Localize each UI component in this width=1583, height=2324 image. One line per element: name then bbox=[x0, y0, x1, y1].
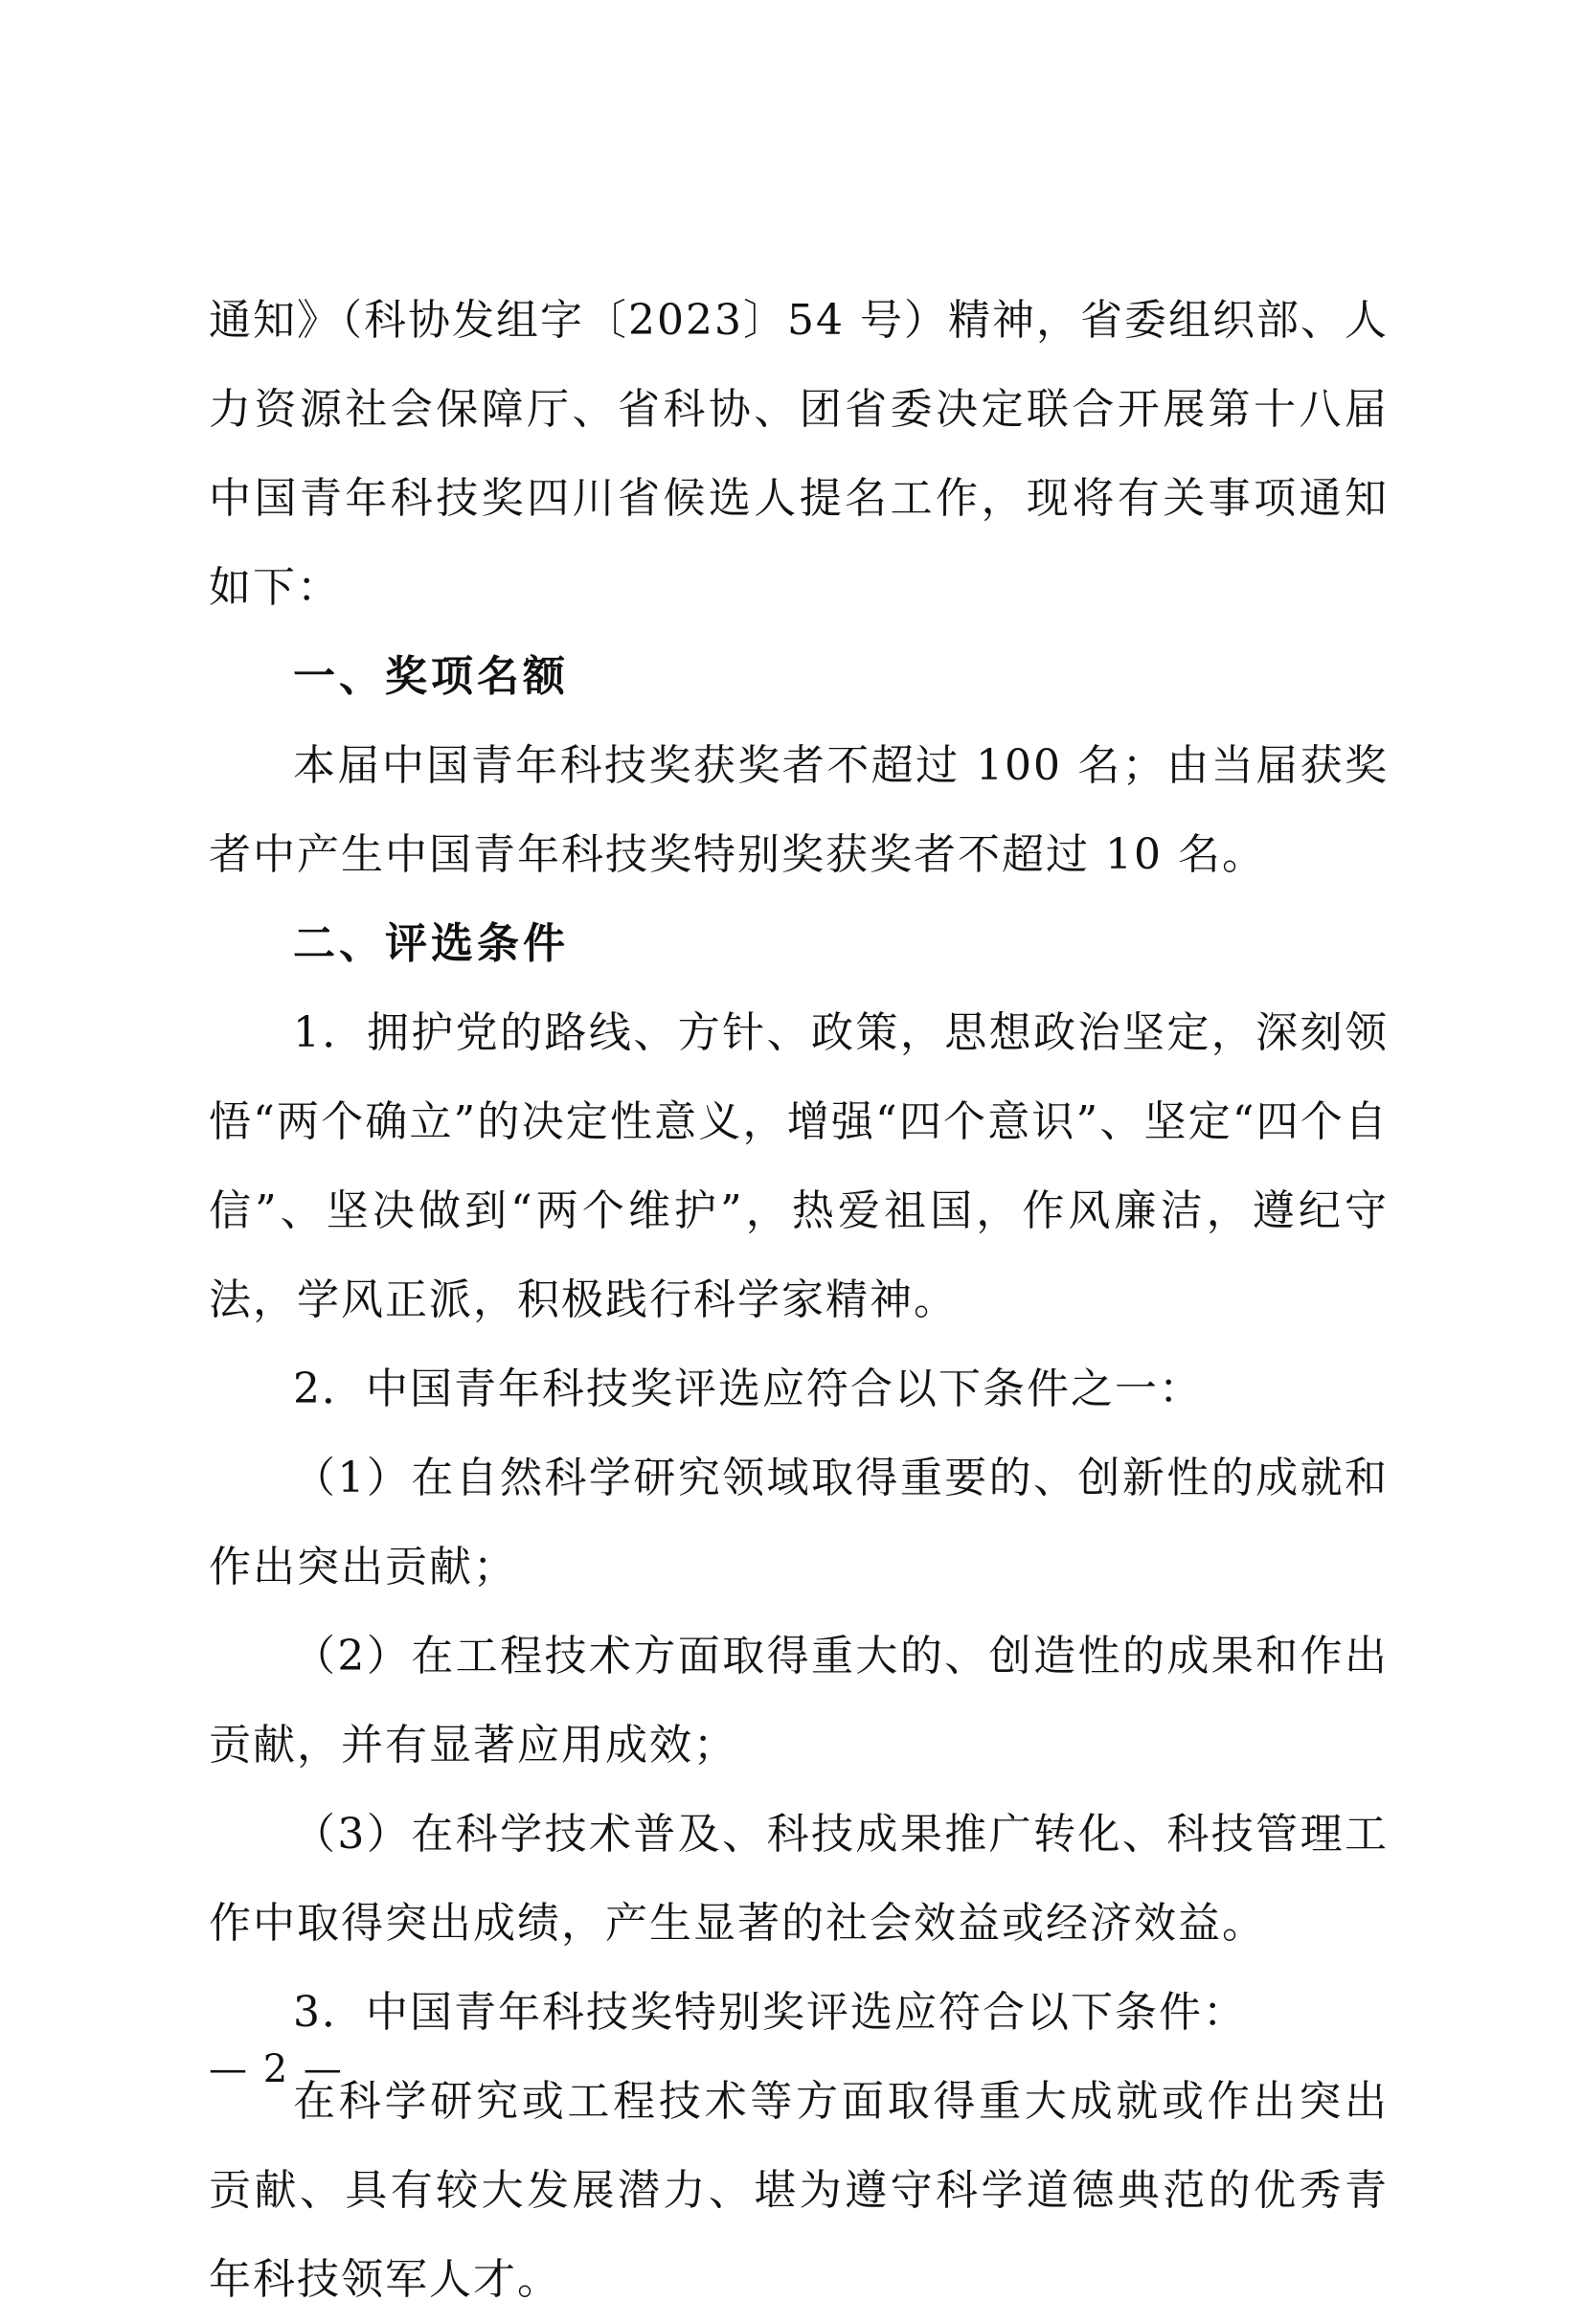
page-number: — 2 — bbox=[209, 2047, 344, 2091]
paragraph-criterion-2-item-2: （2）在工程技术方面取得重大的、创造性的成果和作出贡献，并有显著应用成效； bbox=[209, 1632, 1389, 1770]
paragraph-criterion-3: 3．中国青年科技奖特别奖评选应符合以下条件： bbox=[293, 1988, 1247, 2037]
paragraph-criterion-2-item-1: （1）在自然科学研究领域取得重要的、创新性的成就和作出突出贡献； bbox=[209, 1454, 1389, 1591]
paragraph-criterion-2: 2．中国青年科技奖评选应符合以下条件之一： bbox=[293, 1365, 1203, 1413]
paragraph-award-quota: 本届中国青年科技奖获奖者不超过 100 名；由当届获奖者中产生中国青年科技奖特别奖获奖者不超过 10 名。 bbox=[209, 741, 1389, 879]
paragraph-criterion-3-detail: 在科学研究或工程技术等方面取得重大成就或作出突出贡献、具有较大发展潜力、堪为遵守科学道德典范的优秀青年科技领军人才。 bbox=[209, 2077, 1389, 2304]
section-heading-selection-criteria: 二、评选条件 bbox=[293, 919, 569, 968]
paragraph-criterion-1: 1．拥护党的路线、方针、政策，思想政治坚定，深刻领悟“两个确立”的决定性意义，增强“四个意识”、坚定“四个自信”、坚决做到“两个维护”，热爱祖国，作风廉洁，遵纪守法，学风正派，积极践行科学家精神。 bbox=[209, 1008, 1389, 1324]
paragraph-intro: 通知》（科协发组字〔2023〕54 号）精神，省委组织部、人力资源社会保障厅、省科协、团省委决定联合开展第十八届中国青年科技奖四川省候选人提名工作，现将有关事项通知如下： bbox=[209, 296, 1389, 612]
document-body bbox=[209, 276, 1389, 2324]
section-heading-award-quota: 一、奖项名额 bbox=[293, 652, 569, 701]
paragraph-criterion-2-item-3: （3）在科学技术普及、科技成果推广转化、科技管理工作中取得突出成绩，产生显著的社会效益或经济效益。 bbox=[209, 1810, 1389, 1948]
